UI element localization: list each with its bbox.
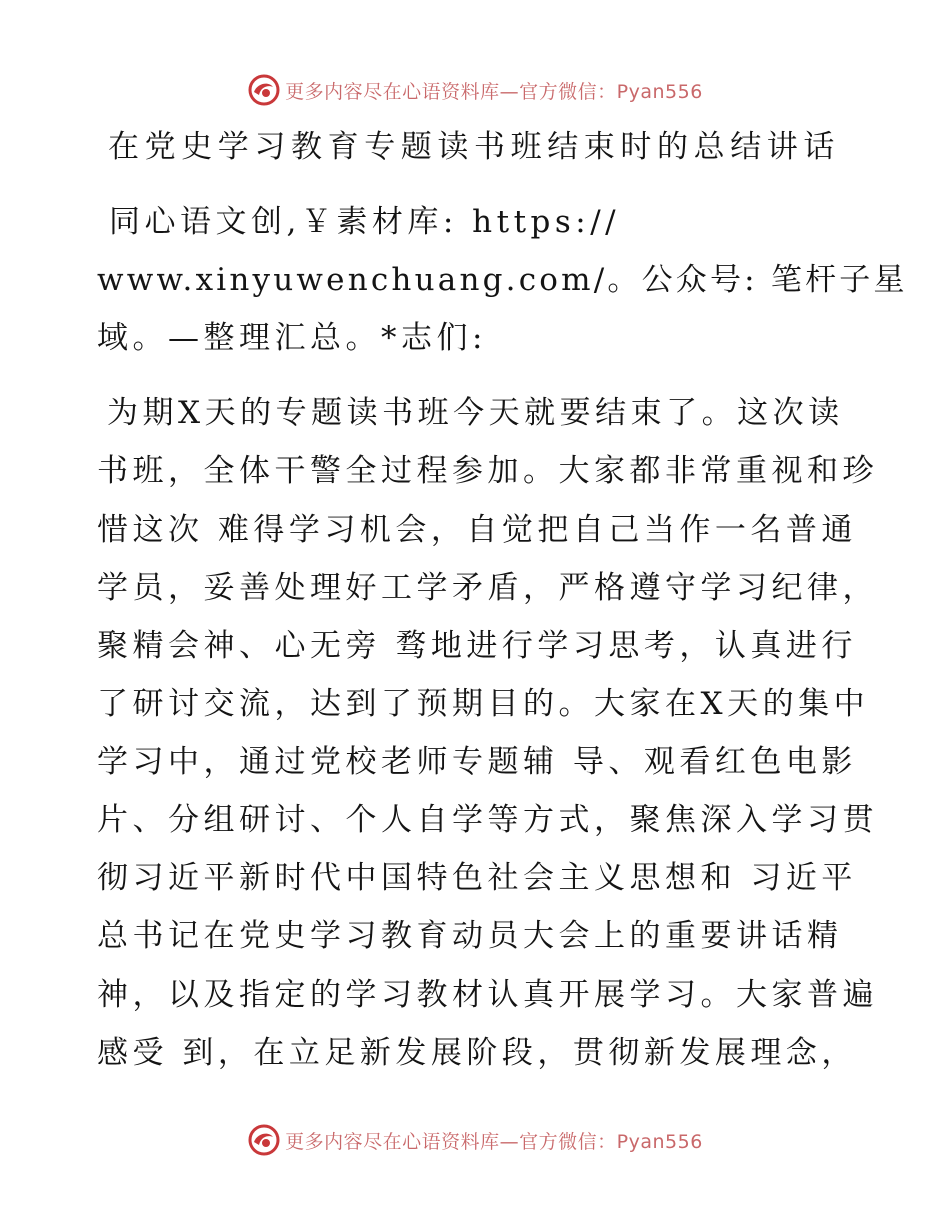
document-title: 在党史学习教育专题读书班结束时的总结讲话	[108, 129, 840, 165]
body-line: 神，以及指定的学习教材认真开展学习。大家普遍	[97, 977, 878, 1013]
body-line: 聚精会神、心无旁 骛地进行学习思考，认真进行	[97, 628, 857, 664]
intro-line: 同心语文创,￥素材库: https://	[109, 204, 621, 240]
body-line: 感受 到，在立足新发展阶段，贯彻新发展理念，	[97, 1035, 857, 1071]
intro-line: 域。—整理汇总。*志们:	[97, 320, 487, 356]
body-line: 为期X天的专题读书班今天就要结束了。这次读	[107, 395, 844, 431]
body-line: 学习中，通过党校老师专题辅 导、观看红色电影	[97, 744, 857, 780]
intro-line: www.xinyuwenchuang.com/。公众号: 笔杆子星	[97, 262, 908, 298]
body-line: 学员，妥善处理好工学矛盾，严格遵守学习纪律，	[97, 570, 878, 606]
header-banner-text: 更多内容尽在心语资料库—官方微信：Pyan556	[285, 80, 703, 103]
red-swirl-logo-icon	[247, 73, 281, 107]
body-line: 总书记在党史学习教育动员大会上的重要讲话精	[97, 918, 843, 954]
body-line: 彻习近平新时代中国特色社会主义思想和 习近平	[97, 860, 857, 896]
body-line: 书班，全体干警全过程参加。大家都非常重视和珍	[97, 453, 878, 489]
footer-banner-text: 更多内容尽在心语资料库—官方微信：Pyan556	[285, 1130, 703, 1153]
body-line: 了研讨交流，达到了预期目的。大家在X天的集中	[97, 686, 870, 722]
body-line: 惜这次 难得学习机会，自觉把自己当作一名普通	[97, 512, 857, 548]
body-line: 片、分组研讨、个人自学等方式，聚焦深入学习贯	[97, 802, 878, 838]
footer-banner	[0, 1120, 950, 1160]
header-banner	[0, 70, 950, 110]
red-swirl-logo-icon	[247, 1123, 281, 1157]
